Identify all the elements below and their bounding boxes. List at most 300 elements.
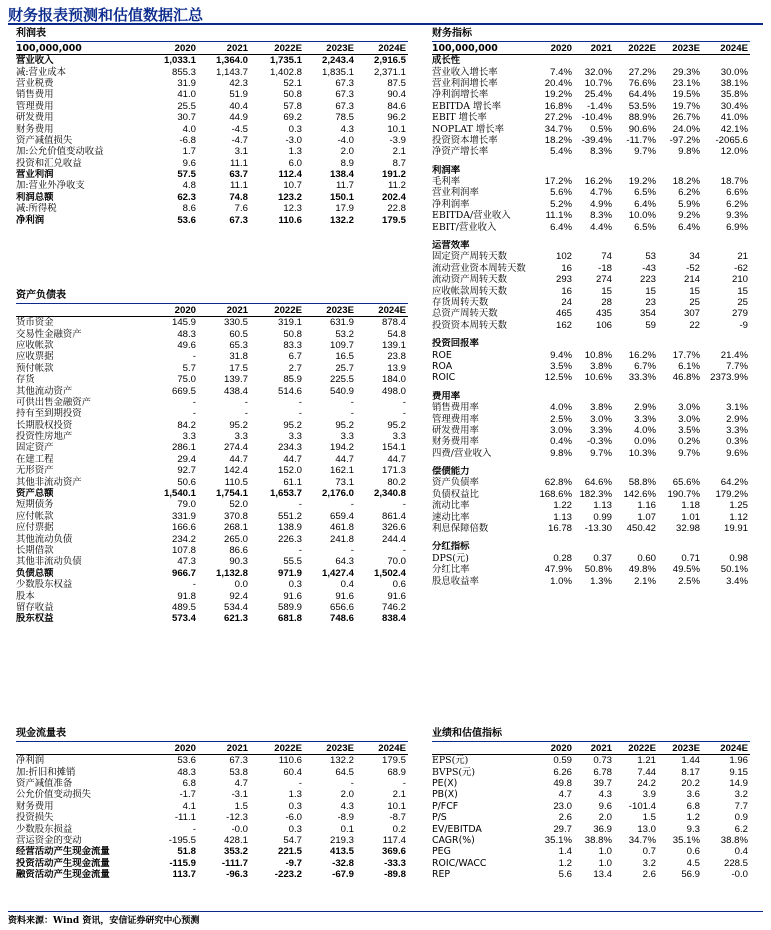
group-label: 偿债能力 <box>432 466 470 478</box>
row-label: 固定资产 <box>16 442 54 454</box>
row-label: PE(X) <box>432 777 458 789</box>
cell-value: 80.2 <box>387 476 406 488</box>
group-label: 费用率 <box>432 390 461 402</box>
cell-value: 15 <box>689 285 700 297</box>
year-header: 2020 <box>144 304 198 317</box>
cell-value: 91.6 <box>387 590 406 602</box>
cell-value: 6.9% <box>726 221 748 233</box>
year-header: 2020 <box>144 42 198 55</box>
row-label: 经营活动产生现金流量 <box>16 846 110 858</box>
cell-value: 279 <box>731 308 748 320</box>
row-label: 分红比率 <box>432 564 470 576</box>
cell-value: 50.8 <box>283 89 302 101</box>
cell-value: 330.5 <box>223 317 248 329</box>
spacer-cell <box>432 384 750 391</box>
cell-value: -52 <box>686 262 700 274</box>
spacer-cell <box>432 233 750 240</box>
cell-value: 90.4 <box>387 89 406 101</box>
table-row <box>16 789 408 800</box>
cell-value: 91.8 <box>177 590 196 602</box>
unit-header <box>432 742 532 755</box>
cell-value: -11.1 <box>174 812 196 824</box>
cell-value: 53.6 <box>177 214 196 226</box>
table-row <box>432 78 750 89</box>
spacer-cell <box>432 534 750 541</box>
cell-value: 191.2 <box>381 169 406 181</box>
cell-value: 27.2% <box>628 66 656 78</box>
table-row <box>16 476 408 487</box>
cell-value: 24 <box>561 297 572 308</box>
table-row <box>16 101 408 112</box>
row-label: 应收帐款周转天数 <box>432 285 508 297</box>
cell-value: 631.9 <box>329 317 354 329</box>
cell-value: 11.1% <box>545 210 572 222</box>
row-label: 资产减值准备 <box>16 777 73 789</box>
table-row <box>16 123 408 134</box>
row-label: ROIC <box>432 372 456 384</box>
cell-value: 2.5% <box>678 575 700 587</box>
cell-value: 31.9 <box>177 77 196 89</box>
table-row <box>432 778 750 789</box>
row-label: 销售费用率 <box>432 402 479 414</box>
cell-value: 23 <box>645 297 656 308</box>
cell-value: 12.5% <box>544 372 572 384</box>
cell-value: 1,835.1 <box>321 66 354 78</box>
cell-value: 194.2 <box>329 442 354 454</box>
cell-value: 4.3 <box>340 800 354 812</box>
cell-value: 2.9% <box>726 413 748 425</box>
cell-value: - <box>350 545 354 556</box>
table-row <box>432 575 750 586</box>
cell-value: 223 <box>639 274 656 286</box>
cell-value: 53.6 <box>177 755 196 767</box>
row-label: 加:折旧和摊销 <box>16 766 76 778</box>
cell-value: 855.3 <box>171 66 196 78</box>
cell-value: 18.2% <box>544 134 572 146</box>
row-label: 股东权益 <box>16 613 54 625</box>
row-label: 其他非流动负债 <box>16 556 82 568</box>
cell-value: 450.42 <box>626 523 656 535</box>
cell-value: 64.2% <box>720 477 748 489</box>
row-label: 股本 <box>16 590 35 602</box>
cell-value: 6.1% <box>678 360 700 372</box>
cell-value: 307 <box>683 308 700 320</box>
balance-table <box>16 304 408 625</box>
cell-value: -0.3% <box>586 436 612 448</box>
cell-value: 461.8 <box>329 522 354 534</box>
cell-value: 23.1% <box>672 77 700 89</box>
cell-value: -6.8 <box>179 134 196 146</box>
cell-value: 681.8 <box>277 613 302 625</box>
cell-value: 0.59 <box>553 755 572 767</box>
year-header: 2022E <box>250 742 304 755</box>
year-header: 2023E <box>304 742 356 755</box>
cell-value: 0.28 <box>553 552 572 564</box>
group-spacer <box>432 331 750 338</box>
cell-value: 326.6 <box>381 522 406 534</box>
cell-value: 6.2% <box>726 198 748 210</box>
cell-value: - <box>244 408 248 420</box>
cell-value: 0.6 <box>686 846 700 858</box>
row-label: REP <box>432 869 451 881</box>
year-header: 2021 <box>574 742 614 755</box>
year-header: 2024E <box>356 42 408 55</box>
row-label: 公允价值变动损失 <box>16 789 92 801</box>
cell-value: 49.5% <box>672 564 700 576</box>
group-spacer <box>432 384 750 391</box>
group-spacer <box>432 158 750 165</box>
table-row <box>432 361 750 372</box>
cell-value: 6.78 <box>593 766 612 778</box>
row-label: 无形资产 <box>16 465 54 477</box>
cell-value: 22.8 <box>387 203 406 215</box>
table-row <box>16 55 408 67</box>
table-row <box>16 869 408 880</box>
row-label: BVPS(元) <box>432 766 476 778</box>
cell-value: 123.2 <box>277 191 302 203</box>
year-header: 2021 <box>574 42 614 55</box>
cell-value: 6.6% <box>726 187 748 199</box>
row-label: 财务费用 <box>16 800 54 812</box>
cell-value: 8.6 <box>182 203 196 215</box>
cell-value: 5.6 <box>558 869 572 881</box>
cell-value: 2.5% <box>550 413 572 425</box>
cell-value: 0.3 <box>288 579 302 591</box>
cell-value: 42.1% <box>720 123 748 135</box>
cell-value: - <box>402 777 406 789</box>
cell-value: 878.4 <box>381 317 406 329</box>
cell-value: 4.8 <box>182 180 196 192</box>
cell-value: 0.3 <box>288 123 302 135</box>
cell-value: 44.9 <box>229 112 248 124</box>
cell-value: 95.2 <box>387 419 406 431</box>
table-row <box>16 454 408 465</box>
row-label: 股息收益率 <box>432 575 479 587</box>
cell-value: -4.7 <box>231 134 248 146</box>
table-row <box>432 477 750 488</box>
cell-value: - <box>402 408 406 420</box>
row-label: 营运资金的变动 <box>16 834 82 846</box>
cell-value: 52.1 <box>283 77 302 89</box>
group-header-row <box>432 338 750 349</box>
cell-value: 182.3% <box>579 488 612 500</box>
table-row <box>16 823 408 834</box>
cell-value: 16.2% <box>628 349 656 361</box>
cell-value: 1.2 <box>686 812 700 824</box>
cell-value: 26.7% <box>672 112 700 124</box>
cell-value: 51.8 <box>177 846 196 858</box>
cell-value: 6.8 <box>686 800 700 812</box>
cell-value: 4.7 <box>234 777 248 789</box>
unit-header <box>16 304 144 317</box>
group-header-row <box>432 240 750 251</box>
cell-value: 5.9% <box>678 198 700 210</box>
table-row <box>16 812 408 823</box>
cell-value: 3.2 <box>642 857 656 869</box>
income-table <box>16 42 408 226</box>
cell-value: - <box>192 408 196 420</box>
cell-value: 2.9% <box>634 402 656 414</box>
table-row <box>432 101 750 112</box>
row-label: ROIC/WACC <box>432 857 487 869</box>
cell-value: -9 <box>739 319 748 331</box>
cell-value: 1.3 <box>288 789 302 801</box>
cell-value: 4.7 <box>558 789 572 801</box>
table-row <box>16 545 408 556</box>
row-label: P/S <box>432 812 447 824</box>
cell-value: 1.3% <box>590 575 612 587</box>
cell-value: 145.9 <box>171 317 196 329</box>
cell-value: 154.1 <box>381 442 406 454</box>
cell-value: 52.0 <box>229 499 248 511</box>
cell-value: -96.3 <box>226 869 248 881</box>
cell-value: 87.5 <box>387 77 406 89</box>
cell-value: 748.6 <box>329 613 354 625</box>
cell-value: -1.7 <box>179 789 196 801</box>
cell-value: - <box>298 777 302 789</box>
cell-value: 162 <box>555 319 572 331</box>
cell-value: 50.1% <box>720 564 748 576</box>
cell-value: -101.4 <box>628 800 656 812</box>
cell-value: 861.4 <box>381 510 406 522</box>
row-label: CAGR(%) <box>432 834 475 846</box>
table-row <box>432 755 750 767</box>
cell-value: 53.5% <box>628 100 656 112</box>
cell-value: 16.8% <box>544 100 572 112</box>
cell-value: 1,132.8 <box>215 567 248 579</box>
table-row <box>432 511 750 522</box>
cell-value: 70.0 <box>387 556 406 568</box>
cell-value: - <box>244 396 248 408</box>
cell-value: 4.9% <box>590 198 612 210</box>
cell-value: 85.9 <box>283 374 302 386</box>
year-header: 2020 <box>532 42 574 55</box>
cell-value: 53.8 <box>229 766 248 778</box>
cell-value: 1,502.4 <box>373 567 406 579</box>
cell-value: 4.3 <box>598 789 612 801</box>
cell-value: 95.2 <box>283 419 302 431</box>
cell-value: - <box>402 545 406 556</box>
row-label: 净利润增长率 <box>432 89 489 101</box>
source-footnote: 资料来源：Wind 资讯，安信证券研究中心预测 <box>8 916 200 926</box>
cell-value: 2,371.1 <box>373 66 406 78</box>
cell-value: 0.73 <box>593 755 612 767</box>
table-row <box>16 66 408 77</box>
table-row <box>432 187 750 198</box>
table-row <box>16 420 408 431</box>
cell-value: 540.9 <box>329 385 354 397</box>
cell-value: 1.3 <box>288 146 302 158</box>
cell-value: 268.1 <box>223 522 248 534</box>
table-row <box>432 199 750 210</box>
cell-value: 41.0 <box>177 89 196 101</box>
table-row <box>432 801 750 812</box>
row-label: 投资资本周转天数 <box>432 319 508 331</box>
table-row <box>432 489 750 500</box>
year-header: 2020 <box>532 742 574 755</box>
cell-value: -43 <box>642 262 656 274</box>
cell-value: 6.4% <box>550 221 572 233</box>
group-label: 利润率 <box>432 164 461 176</box>
table-row <box>432 66 750 77</box>
table-row <box>16 340 408 351</box>
cell-value: 3.3 <box>234 431 248 443</box>
cell-value: 274.4 <box>223 442 248 454</box>
cell-value: 293 <box>555 274 572 286</box>
cell-value: 47.9% <box>544 564 572 576</box>
income-statement <box>16 27 408 226</box>
cell-value: 234.3 <box>277 442 302 454</box>
group-label: 运营效率 <box>432 240 470 252</box>
cell-value: 63.7 <box>229 169 248 181</box>
table-row <box>432 766 750 777</box>
cell-value: 234.2 <box>171 533 196 545</box>
cell-value: 0.2 <box>392 823 406 835</box>
cell-value: -11.7% <box>626 134 656 146</box>
table-row <box>16 363 408 374</box>
cell-value: 55.5 <box>283 556 302 568</box>
cell-value: 15 <box>737 285 748 297</box>
row-label: EV/EBITDA <box>432 823 482 835</box>
cell-value: 1.4 <box>558 846 572 858</box>
cell-value: 84.6 <box>387 100 406 112</box>
cell-value: 12.3 <box>283 203 302 215</box>
table-row <box>432 263 750 274</box>
cell-value: 3.3% <box>634 413 656 425</box>
cell-value: 44.7 <box>335 453 354 465</box>
cell-value: 22 <box>689 319 700 331</box>
cell-value: 534.4 <box>223 601 248 613</box>
cell-value: 9.8% <box>550 447 572 459</box>
row-label: ROE <box>432 349 452 361</box>
cell-value: 73.1 <box>335 476 354 488</box>
table-row <box>16 158 408 169</box>
cell-value: 28 <box>601 297 612 308</box>
cell-value: 1.22 <box>553 500 572 512</box>
cell-value: 171.3 <box>381 465 406 477</box>
cell-value: 3.3% <box>726 424 748 436</box>
cell-value: 3.3% <box>590 424 612 436</box>
cell-value: 8.17 <box>681 766 700 778</box>
cell-value: 30.0% <box>720 66 748 78</box>
cell-value: 0.0 <box>234 579 248 591</box>
cell-value: 19.91 <box>723 523 748 535</box>
row-label: 少数股东权益 <box>16 579 73 591</box>
row-label: 应收票据 <box>16 351 54 363</box>
table-row <box>432 285 750 296</box>
unit-header: 100,000,000 <box>16 42 144 55</box>
row-label: 销售费用 <box>16 89 54 101</box>
cell-value: -39.4% <box>581 134 612 146</box>
row-label: 管理费用率 <box>432 413 479 425</box>
row-label: 短期债务 <box>16 499 54 511</box>
cell-value: -9.7 <box>285 857 302 869</box>
cell-value: -195.5 <box>168 834 196 846</box>
table-row <box>16 442 408 453</box>
cell-value: 6.5% <box>634 187 656 199</box>
cell-value: -97.2% <box>669 134 700 146</box>
cell-value: 286.1 <box>171 442 196 454</box>
cell-value: 465 <box>555 308 572 320</box>
cell-value: 5.2% <box>550 198 572 210</box>
cell-value: 30.4% <box>720 100 748 112</box>
group-header-row <box>432 391 750 402</box>
cell-value: 44.7 <box>387 453 406 465</box>
year-header: 2023E <box>304 42 356 55</box>
cell-value: 2.1 <box>392 789 406 801</box>
row-label: 其他流动资产 <box>16 385 73 397</box>
cell-value: 162.1 <box>329 465 354 477</box>
cell-value: 92.7 <box>177 465 196 477</box>
table-row <box>16 135 408 146</box>
cell-value: 4.3 <box>340 123 354 135</box>
table-row <box>16 374 408 385</box>
row-label: 营业利润增长率 <box>432 77 498 89</box>
cell-value: 4.4% <box>590 221 612 233</box>
cell-value: 113.7 <box>172 869 196 881</box>
table-row <box>432 251 750 262</box>
cell-value: 38.8% <box>584 834 612 846</box>
cell-value: 370.8 <box>223 510 248 522</box>
cell-value: 0.6 <box>392 579 406 591</box>
cell-value: 6.7% <box>634 360 656 372</box>
row-label: 营业收入增长率 <box>432 66 498 78</box>
table-row <box>16 465 408 476</box>
cell-value: 112.4 <box>278 169 302 181</box>
cell-value: 265.0 <box>223 533 248 545</box>
cell-value: 1.18 <box>681 500 700 512</box>
cell-value: 179.2% <box>715 488 748 500</box>
table-row <box>16 328 408 339</box>
table-row <box>432 448 750 459</box>
cell-value: 435 <box>595 308 612 320</box>
cell-value: 244.4 <box>381 533 406 545</box>
cell-value: 36.9 <box>593 823 612 835</box>
cell-value: 61.1 <box>283 476 302 488</box>
cell-value: 138.4 <box>329 169 354 181</box>
cell-value: 3.8% <box>590 402 612 414</box>
cell-value: 29.7 <box>553 823 572 835</box>
cell-value: 3.5% <box>550 360 572 372</box>
table-row <box>16 755 408 767</box>
cell-value: -115.9 <box>169 857 196 869</box>
cell-value: 1.0 <box>598 857 612 869</box>
cell-value: - <box>298 499 302 511</box>
table-row <box>16 835 408 846</box>
cell-value: 0.2% <box>678 436 700 448</box>
row-label: 速动比率 <box>432 511 470 523</box>
table-row <box>16 397 408 408</box>
cell-value: 1,540.1 <box>163 488 196 500</box>
cell-value: 91.6 <box>335 590 354 602</box>
table-row <box>432 812 750 823</box>
cell-value: 9.3 <box>686 823 700 835</box>
cell-value: 19.5% <box>672 89 700 101</box>
table-row <box>16 499 408 510</box>
cell-value: - <box>350 777 354 789</box>
cell-value: 6.4% <box>634 198 656 210</box>
cell-value: 4.7% <box>590 187 612 199</box>
cell-value: 13.0 <box>637 823 656 835</box>
unit-header <box>16 742 144 755</box>
cell-value: 1.13 <box>593 500 612 512</box>
cell-value: 0.99 <box>593 511 612 523</box>
cell-value: 3.3 <box>340 431 354 443</box>
table-row <box>432 846 750 857</box>
year-header: 2023E <box>304 304 356 317</box>
cell-value: 2,176.0 <box>321 488 354 500</box>
cell-value: 13.9 <box>387 362 406 374</box>
